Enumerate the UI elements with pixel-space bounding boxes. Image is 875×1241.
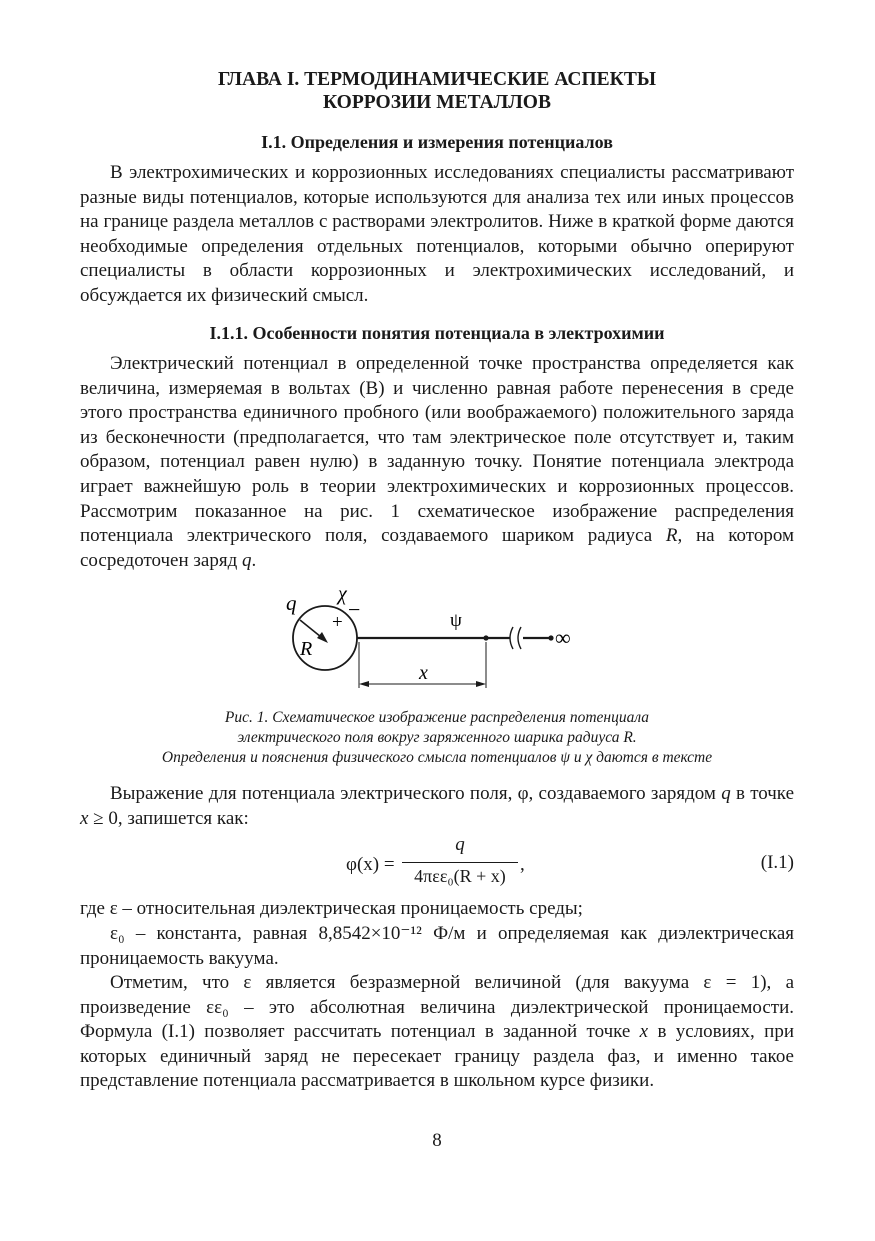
chapter-title bbox=[80, 68, 794, 114]
text-run: Выражение для потенциала электрического поля, φ, создаваемого зарядом bbox=[110, 783, 722, 804]
label-R: R bbox=[300, 638, 313, 660]
section-heading-1-1: I.1. Определения и измерения потенциалов bbox=[261, 132, 613, 152]
label-minus: − bbox=[348, 597, 361, 622]
text-run: в условиях, при которых единичный заряд не пересекает границу раздела фаз, и именно такое представление потенциала рассматривается в школьном курсе физики. bbox=[80, 1021, 794, 1092]
chapter-title-line2: КОРРОЗИИ МЕТАЛЛОВ bbox=[323, 92, 551, 113]
var-x: x bbox=[80, 807, 89, 829]
fraction-bar bbox=[402, 862, 518, 863]
caption-line-2: электрического поля вокруг заряженного шарика радиуса R. bbox=[237, 729, 637, 746]
var-R: R bbox=[665, 525, 678, 547]
section-heading-1-1-1: I.1.1. Особенности понятия потенциала в электрохимии bbox=[209, 323, 665, 343]
caption-line-3: Определения и пояснения физического смысла потенциалов ψ и χ даются в тексте bbox=[161, 749, 713, 766]
axis-break-mark bbox=[510, 627, 521, 649]
var-q: q bbox=[242, 549, 252, 571]
caption-line-1: Рис. 1. Схематическое изображение распределения потенциала bbox=[224, 709, 650, 726]
text-run: . bbox=[251, 549, 257, 571]
definition-epsilon: где ε – относительная диэлектрическая проницаемость среды; bbox=[80, 898, 583, 919]
var-x: x bbox=[639, 1021, 649, 1043]
label-q: q bbox=[286, 591, 297, 615]
text-run: ≥ 0, запишется как: bbox=[88, 807, 249, 829]
text-run: Электрический потенциал в определенной точке пространства определяется как величина, измеряемая в вольтах (В) и численно равная работе перенесения в среде этого пространства единичного пробного (или воображаемого) положительного заряда из бесконечности (предполагается, что там электрическое поле отсутствует и, таким образом, потенциал равен нулю) в заданную точку. Понятие потенциала электрода играет важнейшую роль в теории электрохимических и коррозионных процессов. Рассмотрим показанное на рис. 1 схематическое изображение распределения потенциала электрического поля, создаваемого шариком радиуса bbox=[80, 353, 794, 547]
text-run: , на котором сосредоточен заряд bbox=[80, 525, 794, 571]
label-plus: + bbox=[332, 612, 343, 633]
label-x: x bbox=[419, 662, 428, 684]
radius-arrowhead bbox=[317, 632, 328, 643]
label-psi: ψ bbox=[450, 610, 462, 631]
formula-lhs: φ(x) = bbox=[346, 854, 395, 875]
dimension-arrow-left bbox=[359, 681, 369, 687]
infinity-point bbox=[548, 635, 553, 640]
chapter-title-line1: ГЛАВА I. ТЕРМОДИНАМИЧЕСКИЕ АСПЕКТЫ bbox=[218, 69, 656, 90]
var-q: q bbox=[721, 783, 731, 804]
formula-denominator: 4πεε₀(R + x) bbox=[414, 866, 506, 886]
page-number: 8 bbox=[432, 1130, 442, 1151]
label-infinity: ∞ bbox=[555, 625, 571, 650]
paragraph-conclusion bbox=[80, 971, 794, 1094]
point-x bbox=[483, 635, 488, 640]
paragraph-intro: В электрохимических и коррозионных исследованиях специалисты рассматривают разные виды потенциалов, которые используются для анализа тех или иных процессов на границе раздела металлов с растворами электролитов. Ниже в краткой форме даются необходимые определения отдельных потенциалов, которыми обычно оперируют специалисты в области коррозионных и электрохимических исследований, и обсуждается их физический смысл. bbox=[80, 162, 794, 306]
paragraph-expression-intro bbox=[80, 782, 794, 831]
formula-numerator: q bbox=[455, 834, 465, 855]
figure-1-caption bbox=[80, 708, 794, 768]
dimension-arrow-right bbox=[476, 681, 486, 687]
equation-number: (I.1) bbox=[760, 852, 794, 873]
figure-1-diagram bbox=[80, 580, 794, 700]
formula-I-1 bbox=[80, 834, 794, 892]
text-run: Отметим, что ε является безразмерной величиной (для вакуума ε = 1), а произведение εε₀ – это абсолютная величина диэлектрической проницаемости. Формула (I.1) позволяет рассчитать потенциал в заданной точке bbox=[80, 972, 794, 1043]
text-run: в точке bbox=[730, 783, 794, 804]
formula-comma: , bbox=[520, 854, 525, 875]
label-chi: χ bbox=[338, 583, 347, 605]
paragraph-potential-definition bbox=[80, 352, 794, 573]
definition-epsilon0: ε₀ – константа, равная 8,8542×10⁻¹² Ф/м и определяемая как диэлектрическая проницаемость вакуума. bbox=[80, 923, 794, 969]
